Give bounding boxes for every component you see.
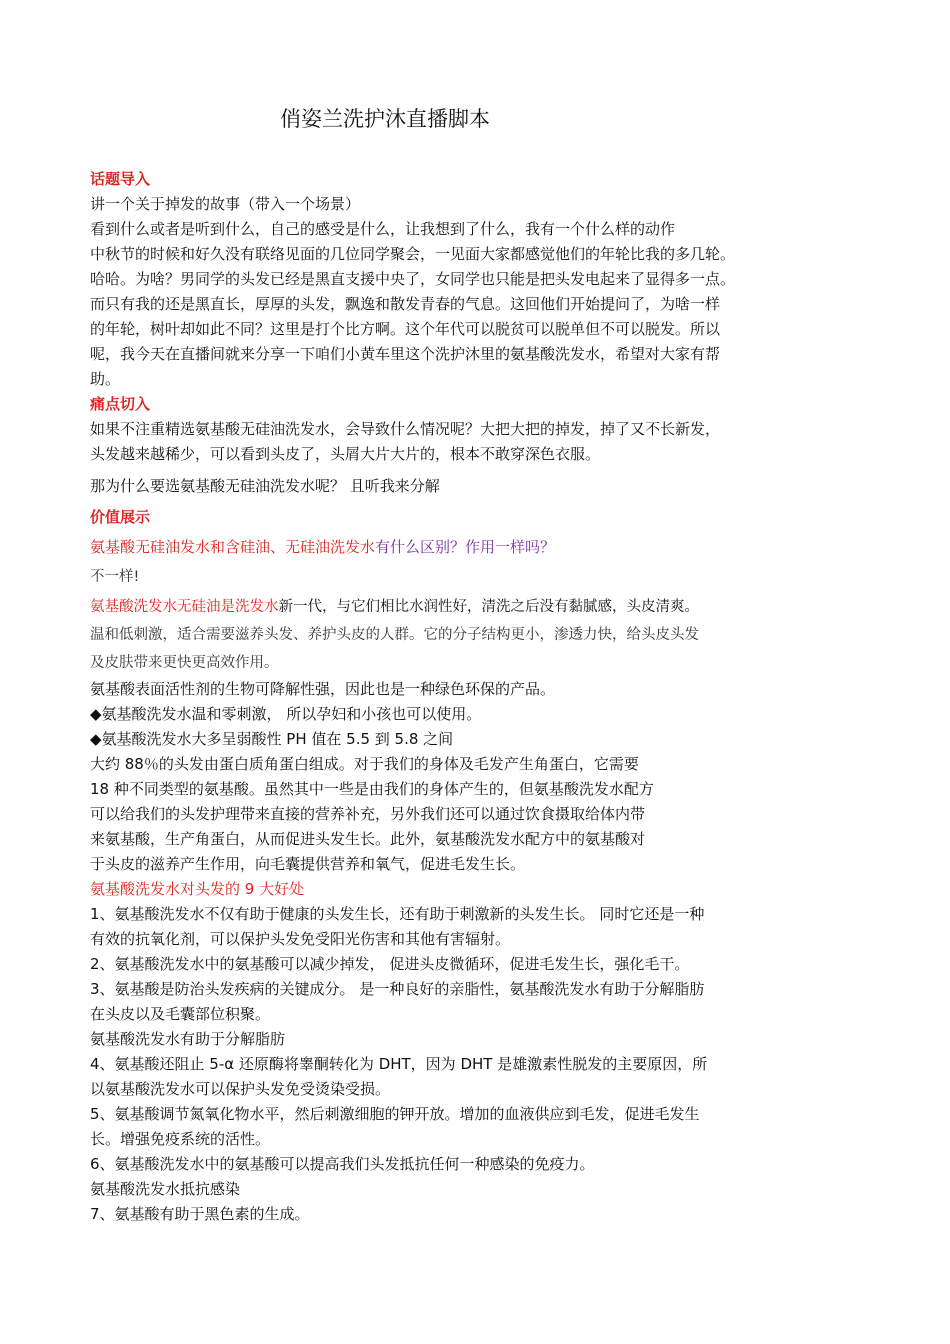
benefit-line: 长。增强免疫系统的活性。	[90, 1130, 271, 1148]
text-line: 大约 88％的头发由蛋白质角蛋白组成。对于我们的身体及毛发产生角蛋白，它需要	[90, 755, 639, 773]
text-line: 呢，我今天在直播间就来分享一下咱们小黄车里这个洗护沐里的氨基酸洗发水，希望对大家有帮	[90, 345, 721, 363]
para1-red: 氨基酸洗发水无硅油是洗发水	[90, 599, 279, 615]
text-line: 讲一个关于掉发的故事（带入一个场景）	[90, 195, 361, 213]
benefit-line: 1、氨基酸洗发水不仅有助于健康的头发生长，还有助于刺激新的头发生长。 同时它还是一种	[90, 905, 705, 923]
benefit-line: 在头皮以及毛囊部位积聚。	[90, 1005, 271, 1023]
benefit-line: 氨基酸洗发水有助于分解脂肪	[90, 1030, 286, 1048]
question-line	[90, 536, 555, 558]
benefits-title: 氨基酸洗发水对头发的 9 大好处	[90, 880, 305, 898]
text-line: 的年轮，树叶却如此不同？这里是打个比方啊。这个年代可以脱贫可以脱单但不可以脱发。所以	[90, 320, 721, 338]
bullet-2: ◆氨基酸洗发水大多呈弱酸性 PH 值在 5.5 到 5.8 之间	[90, 730, 454, 748]
text-line: 头发越来越稀少，可以看到头皮了，头屑大片大片的，根本不敢穿深色衣服。	[90, 445, 601, 463]
text-line: 中秋节的时候和好久没有联络见面的几位同学聚会，一见面大家都感觉他们的年轮比我的多几轮。	[90, 245, 736, 263]
bullet-1: ◆氨基酸洗发水温和零刺激， 所以孕妇和小孩也可以使用。	[90, 705, 482, 723]
text-line: 助。	[90, 370, 121, 388]
benefit-line: 5、氨基酸调节氮氧化物水平，然后刺激细胞的钾开放。增加的血液供应到毛发，促进毛发生	[90, 1105, 700, 1123]
section-heading-pain: 痛点切入	[90, 395, 151, 413]
para2: 氨基酸表面活性剂的生物可降解性强，因此也是一种绿色环保的产品。	[90, 680, 556, 698]
section-heading-topic: 话题导入	[90, 170, 151, 188]
para1-line3: 及皮肤带来更快更高效作用。	[90, 655, 279, 671]
text-line: 于头皮的滋养产生作用，向毛囊提供营养和氧气，促进毛发生长。	[90, 855, 526, 873]
document-title: 俏姿兰洗护沐直播脚本	[280, 107, 490, 131]
benefit-line: 3、氨基酸是防治头发疾病的关键成分。 是一种良好的亲脂性，氨基酸洗发水有助于分解脂肪	[90, 980, 705, 998]
text-line: 可以给我们的头发护理带来直接的营养补充，另外我们还可以通过饮食摄取给体内带	[90, 805, 646, 823]
para1-line1	[90, 596, 699, 618]
para1-rest: 新一代，与它们相比水润性好，清洗之后没有黏腻感，头皮清爽。	[278, 599, 699, 615]
text-line: 而只有我的还是黑直长，厚厚的头发，飘逸和散发青春的气息。这回他们开始提问了，为啥一样	[90, 295, 721, 313]
text-line: 来氨基酸，生产角蛋白，从而促进头发生长。此外，氨基酸洗发水配方中的氨基酸对	[90, 830, 646, 848]
answer-line: 不一样!	[90, 569, 140, 585]
text-line: 18 种不同类型的氨基酸。虽然其中一些是由我们的身体产生的，但氨基酸洗发水配方	[90, 780, 654, 798]
benefit-line: 7、氨基酸有助于黑色素的生成。	[90, 1205, 310, 1223]
benefit-line: 有效的抗氧化剂，可以保护头发免受阳光伤害和其他有害辐射。	[90, 930, 511, 948]
question-red: 氨基酸无硅油发水和含硅油、无硅油洗发水	[90, 538, 376, 556]
benefit-line: 2、氨基酸洗发水中的氨基酸可以减少掉发， 促进头皮微循环，促进毛发生长，强化毛干。	[90, 955, 690, 973]
text-line: 如果不注重精选氨基酸无硅油洗发水，会导致什么情况呢？大把大把的掉发，掉了又不长新发，	[90, 420, 721, 438]
text-line: 看到什么或者是听到什么，自己的感受是什么，让我想到了什么，我有一个什么样的动作	[90, 220, 676, 238]
text-line: 哈哈。为啥？男同学的头发已经是黑直支援中央了，女同学也只能是把头发电起来了显得多一点。	[90, 270, 736, 288]
benefit-line: 6、氨基酸洗发水中的氨基酸可以提高我们头发抵抗任何一种感染的免疫力。	[90, 1155, 595, 1173]
benefit-line: 以氨基酸洗发水可以保护头发免受烫染受损。	[90, 1080, 391, 1098]
question-purple: 有什么区别？作用一样吗？	[375, 538, 556, 556]
section-heading-value: 价值展示	[90, 508, 151, 526]
benefit-line: 氨基酸洗发水抵抗感染	[90, 1180, 241, 1198]
text-line: 那为什么要选氨基酸无硅油洗发水呢？ 且听我来分解	[90, 477, 440, 495]
para1-line2: 温和低刺激，适合需要滋养头发、养护头皮的人群。它的分子结构更小，渗透力快，给头皮头发	[90, 627, 699, 643]
benefit-line: 4、氨基酸还阻止 5-α 还原酶将睾酮转化为 DHT，因为 DHT 是雄激素性脱发的主要原因，所	[90, 1055, 708, 1073]
